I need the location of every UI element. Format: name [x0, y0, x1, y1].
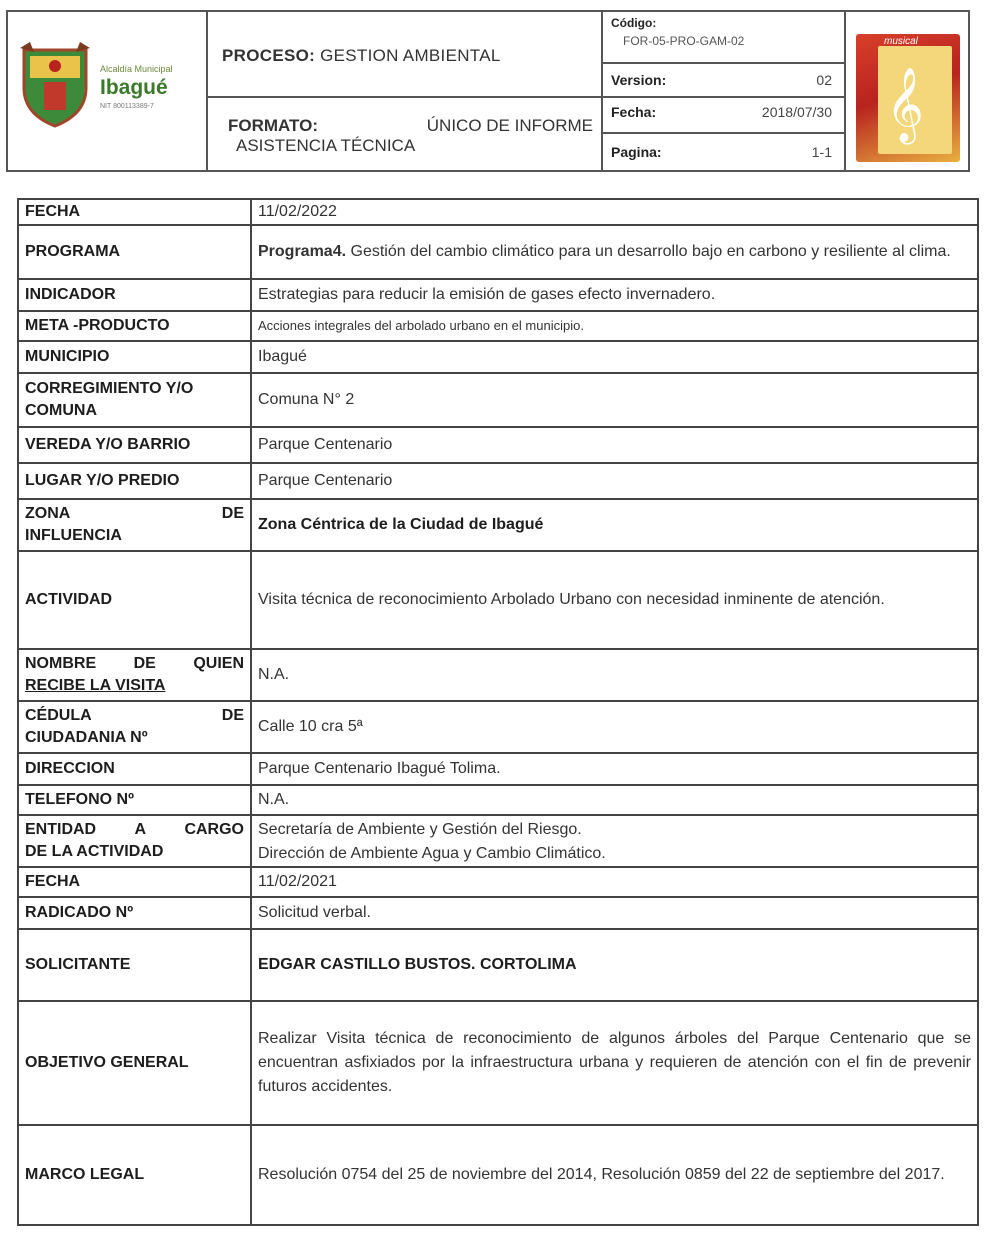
row-label: META -PRODUCTO — [19, 312, 252, 340]
logo-cell — [8, 12, 208, 170]
row-value: N.A. — [258, 666, 290, 683]
row-label: CÉDULA DE CIUDADANIA Nº — [19, 702, 252, 752]
row-label: TELEFONO Nº — [19, 786, 252, 814]
row-value: EDGAR CASTILLO BUSTOS. CORTOLIMA — [258, 956, 577, 973]
fecha-header-row — [603, 98, 844, 134]
row-direccion — [19, 754, 977, 786]
municipal-shield-icon — [20, 42, 90, 128]
row-cedula — [19, 702, 977, 754]
row-fecha-radicado — [19, 868, 977, 898]
row-label: CORREGIMIENTO Y/O COMUNA — [19, 374, 252, 426]
row-telefono — [19, 786, 977, 816]
logo-nit: NIT 800113389-7 — [100, 103, 154, 110]
row-label: SOLICITANTE — [19, 930, 252, 1000]
row-value: Comuna N° 2 — [258, 391, 355, 408]
report-table — [17, 198, 979, 1226]
logo-city-name: Ibagué — [100, 76, 168, 99]
programa-description: Gestión del cambio climático para un desarrollo bajo en carbono y resiliente al clima. — [346, 243, 951, 260]
row-label: FECHA — [19, 200, 252, 224]
row-label: INDICADOR — [19, 280, 252, 310]
fecha-header-label: Fecha: — [611, 104, 657, 120]
row-nombre — [19, 650, 977, 702]
formato-text — [228, 116, 593, 156]
row-label: ACTIVIDAD — [19, 552, 252, 648]
badge-cell — [846, 12, 968, 170]
row-value: 11/02/2022 — [258, 203, 337, 220]
row-municipio — [19, 342, 977, 374]
row-label: OBJETIVO GENERAL — [19, 1002, 252, 1124]
row-programa — [19, 226, 977, 280]
document-header — [6, 10, 970, 172]
proceso-text — [222, 46, 501, 66]
badge-text: musical — [884, 36, 918, 47]
row-value: 11/02/2021 — [258, 873, 337, 890]
row-corregimiento — [19, 374, 977, 428]
row-meta-producto — [19, 312, 977, 342]
row-zona — [19, 500, 977, 552]
logo-text — [100, 64, 210, 110]
version-label: Version: — [611, 72, 667, 88]
row-value: Solicitud verbal. — [258, 904, 371, 921]
formato-label: FORMATO: — [228, 116, 319, 135]
row-marco-legal — [19, 1126, 977, 1224]
formato-value-line2: ASISTENCIA TÉCNICA — [236, 136, 416, 155]
row-value — [252, 226, 977, 278]
row-label: VEREDA Y/O BARRIO — [19, 428, 252, 462]
row-label: RADICADO Nº — [19, 898, 252, 928]
pagina-row — [603, 134, 844, 170]
row-value: Parque Centenario — [258, 436, 393, 453]
document-meta — [603, 12, 846, 170]
row-value: Parque Centenario Ibagué Tolima. — [258, 760, 501, 777]
row-label: FECHA — [19, 868, 252, 896]
fecha-header-value: 2018/07/30 — [761, 104, 832, 120]
row-lugar — [19, 464, 977, 500]
treble-clef-icon: 𝄞 — [886, 68, 924, 140]
row-entidad — [19, 816, 977, 868]
formato-value-line1: ÚNICO DE INFORME — [426, 116, 593, 135]
proceso-label: PROCESO: — [222, 46, 316, 65]
logo-top-text: Alcaldía Municipal — [100, 64, 173, 74]
version-value: 02 — [816, 72, 832, 88]
row-solicitante — [19, 930, 977, 1002]
codigo-value: FOR-05-PRO-GAM-02 — [623, 34, 745, 48]
row-actividad — [19, 552, 977, 650]
pagina-value: 1-1 — [811, 144, 832, 160]
codigo-label: Código: — [611, 16, 657, 30]
row-label: ZONA DE INFLUENCIA — [19, 500, 252, 550]
pagina-label: Pagina: — [611, 144, 662, 160]
row-label: DIRECCION — [19, 754, 252, 784]
version-row — [603, 64, 844, 98]
row-value: Secretaría de Ambiente y Gestión del Riesgo. Dirección de Ambiente Agua y Cambio Climático. — [258, 821, 606, 862]
row-value: Parque Centenario — [258, 472, 393, 489]
row-label: PROGRAMA — [19, 226, 252, 278]
row-value: Visita técnica de reconocimiento Arbolado Urbano con necesidad inminente de atención. — [258, 591, 885, 608]
row-label: MARCO LEGAL — [19, 1126, 252, 1224]
row-fecha — [19, 200, 977, 226]
codigo-row — [603, 12, 844, 64]
row-value: Estrategias para reducir la emisión de gases efecto invernadero. — [258, 286, 716, 303]
row-label: MUNICIPIO — [19, 342, 252, 372]
row-value: Ibagué — [258, 348, 307, 365]
music-badge-logo — [856, 34, 960, 162]
row-label: NOMBRE DE QUIEN RECIBE LA VISITA — [19, 650, 252, 700]
row-label: LUGAR Y/O PREDIO — [19, 464, 252, 498]
proceso-value: GESTION AMBIENTAL — [320, 46, 501, 65]
row-value: Zona Céntrica de la Ciudad de Ibagué — [258, 516, 544, 533]
row-radicado — [19, 898, 977, 930]
row-vereda — [19, 428, 977, 464]
row-label: ENTIDAD A CARGO DE LA ACTIVIDAD — [19, 816, 252, 866]
row-value: Acciones integrales del arbolado urbano en el municipio. — [258, 318, 584, 333]
row-value: N.A. — [258, 791, 290, 808]
row-value: Realizar Visita técnica de reconocimiento de algunos árboles del Parque Centenario que se encuentran asfixiados por la infraestructura urbana y requieren de atención con el fin de prevenir futuros accidentes. — [258, 1030, 971, 1095]
row-value: Calle 10 cra 5ª — [258, 718, 363, 735]
programa-name: Programa4. — [258, 243, 347, 260]
row-indicador — [19, 280, 977, 312]
row-value: Resolución 0754 del 25 de noviembre del 2014, Resolución 0859 del 22 de septiembre del 2017. — [258, 1166, 945, 1183]
proceso-cell — [208, 12, 603, 98]
row-objetivo — [19, 1002, 977, 1126]
formato-cell — [208, 98, 603, 170]
